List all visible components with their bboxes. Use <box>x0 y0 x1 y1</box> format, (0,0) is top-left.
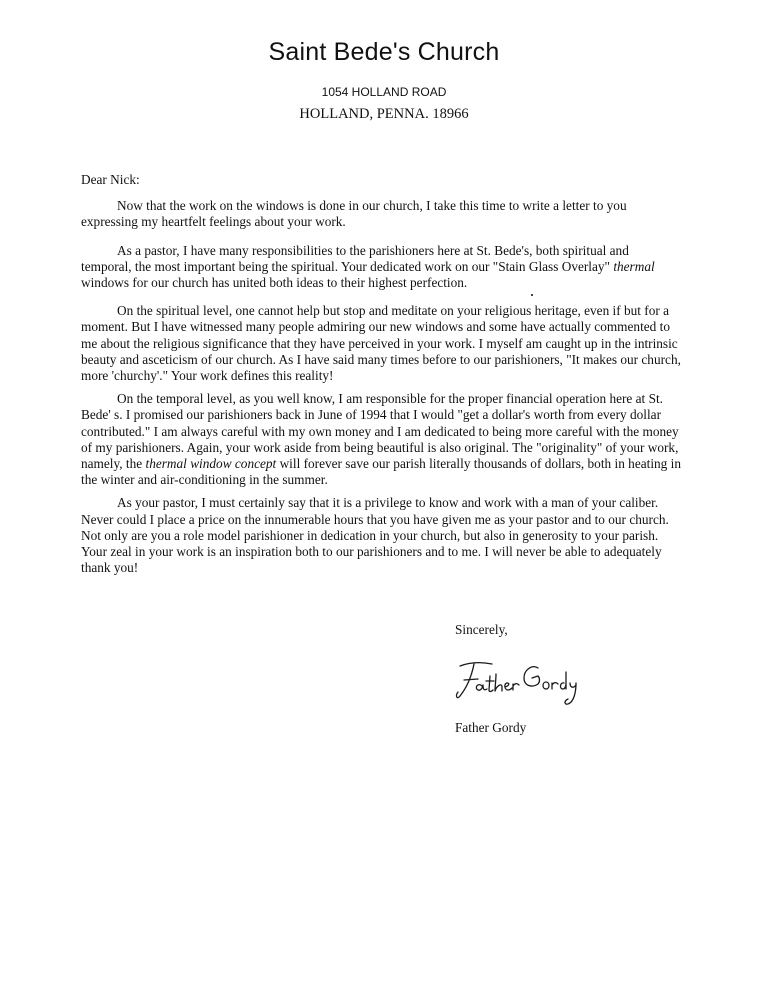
paragraph-pastor-text-a: As a pastor, I have many responsibilities to the parishioners here at St. Bede's, both spiritual and temporal, the most important being the spiritual. Your dedicated work on our "Stain Glass Overlay" <box>81 242 629 274</box>
paragraph-closing-thoughts: As your pastor, I must certainly say that it is a privilege to know and work with a man of your caliber. Never could I place a price on the innumerable hours that you have given me as your pastor and to our church. Not only are you a role model parishioner in dedication in your church, but also in generosity to your parish. Your zeal in your work is an inspiration both to our parishioners and to me. I will never be able to adequately thank you! <box>81 495 669 576</box>
closing: Sincerely, <box>455 622 508 637</box>
paragraph-pastor-text-b: windows for our church has united both ideas to their highest perfection. <box>81 275 468 291</box>
emphasis-thermal: thermal <box>613 258 655 274</box>
salutation: Dear Nick: <box>81 172 140 187</box>
paragraph-intro: Now that the work on the windows is done in our church, I take this time to write a letter to you expressing my heartfelt feelings about your work. <box>81 198 627 230</box>
paragraph-temporal <box>81 391 681 488</box>
address-city: HOLLAND, PENNA. 18966 <box>299 106 469 122</box>
paragraph-pastor <box>81 243 681 292</box>
paragraph-spiritual: On the spiritual level, one cannot help but stop and meditate on your religious heritage, even if but for a moment. But I have witnessed many people admiring our new windows and some have actually commented to me about the religious significance that they have perceived in your work. I myself am caught up in the intrinsic beauty and asceticism of our church. As I have said many times before to our parishioners, "It makes our church, more 'churchy'." Your work defines this reality! <box>81 303 681 384</box>
emphasis-thermal-window-concept: thermal window concept <box>145 456 277 472</box>
paragraph-temporal-text-b: will forever save our parish literally thousands of dollars, both in heating in the winter and air-conditioning in the summer. <box>81 456 681 488</box>
letter-body <box>81 172 681 583</box>
handwritten-signature <box>452 652 582 712</box>
signer-name: Father Gordy <box>455 720 527 735</box>
scan-speck <box>531 294 533 296</box>
paragraph-temporal-text-a: On the temporal level, as you well know, I am responsible for the proper financial operation here at St. Bede' s. I promised our parishioners back in June of 1994 that I would "get a dollar's worth from every dollar contributed." I am always careful with my own money and I am dedicated to being more careful with the money of my parishioners. Again, your work aside from being beautiful is also original. The "originality" of your work, namely, the <box>81 391 679 472</box>
church-name: Saint Bede's Church <box>268 38 500 66</box>
address-street: 1054 HOLLAND ROAD <box>321 85 447 99</box>
